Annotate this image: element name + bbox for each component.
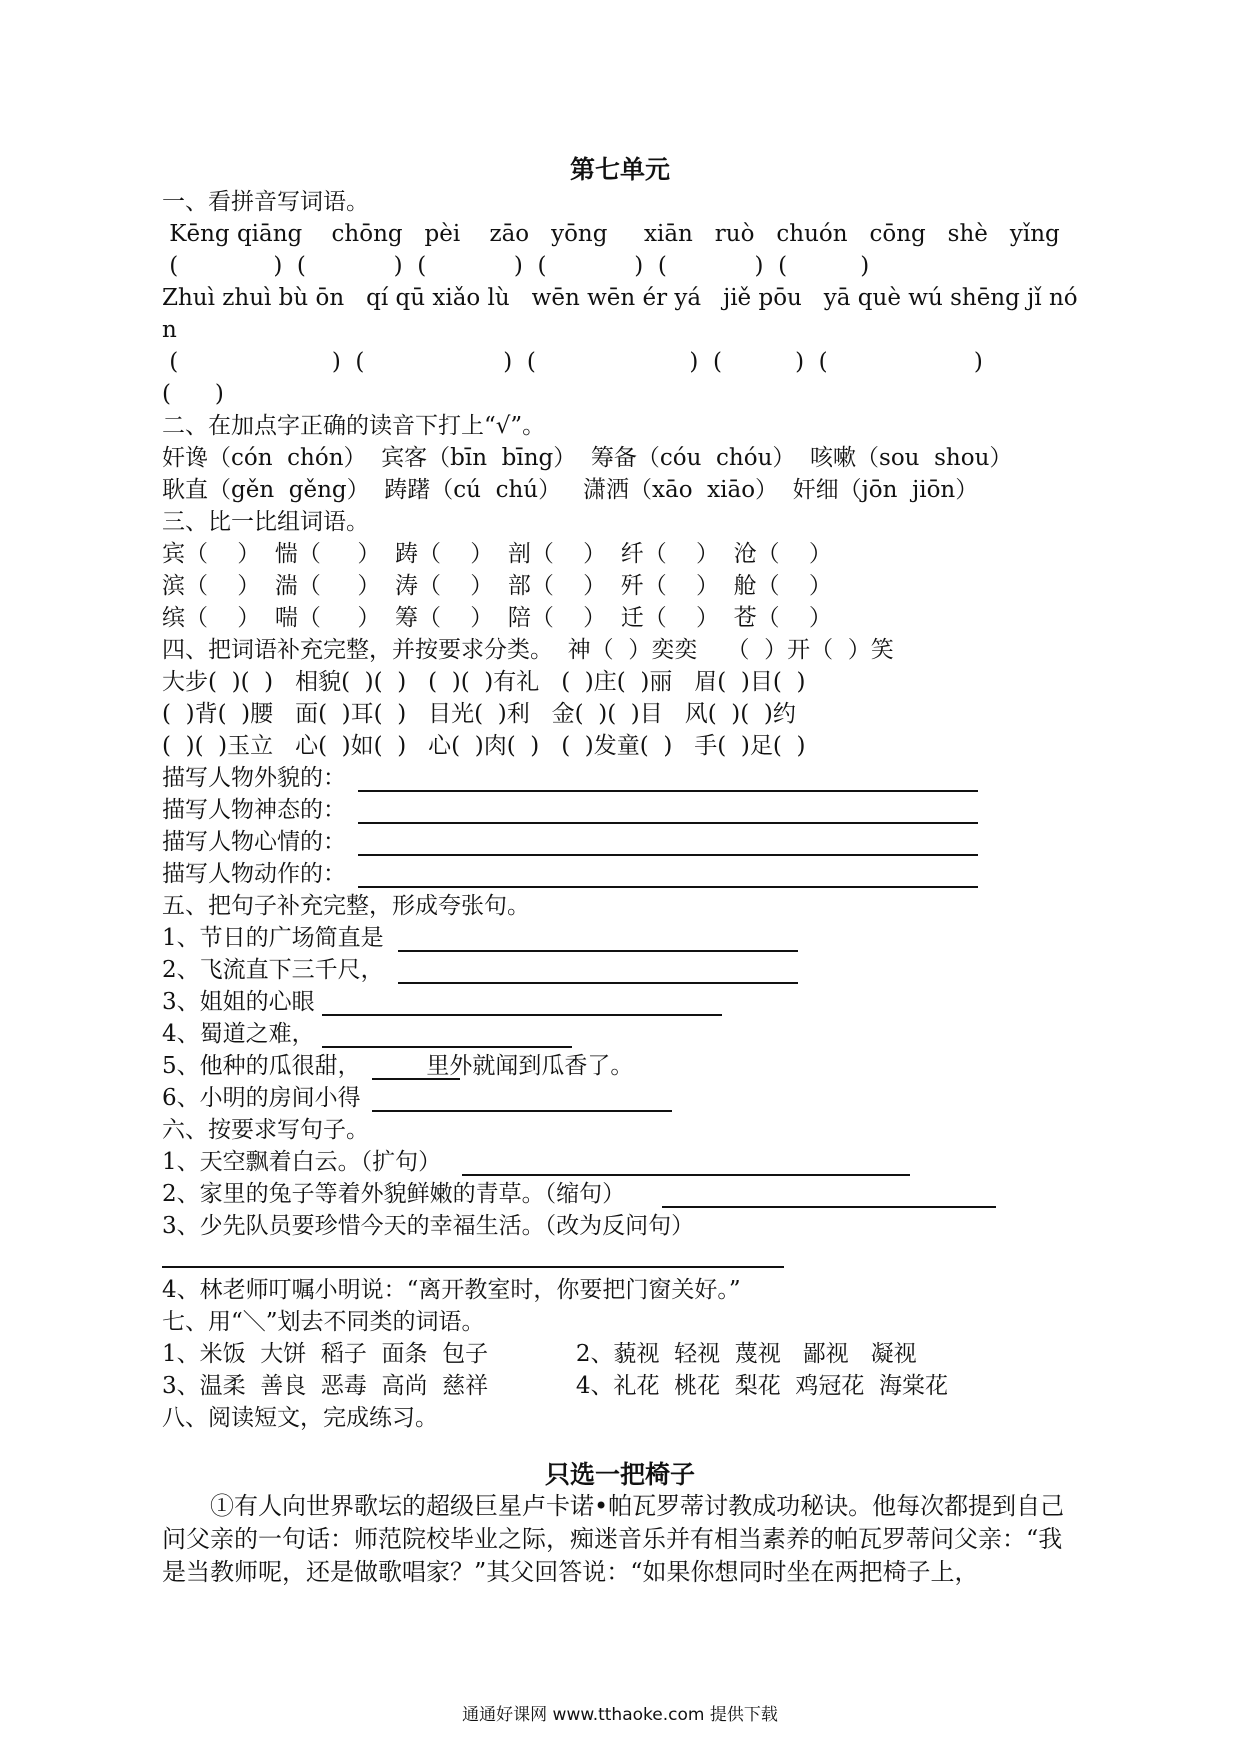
hyperbole-blank-4[interactable] (322, 1046, 572, 1048)
sentence-task-3: 3、少先队员要珍惜今天的幸福生活。（改为反问句） (162, 1213, 695, 1239)
hyperbole-blank-6[interactable] (372, 1110, 672, 1112)
section-6-heading: 六、按要求写句子。 (162, 1117, 369, 1143)
category-mood-blank[interactable] (358, 854, 978, 856)
category-expression-blank[interactable] (358, 822, 978, 824)
idiom-row-2: ( )背( )腰 面( )耳( ) 目光( )利 金( )( )目 风( )( )约 (162, 701, 796, 727)
page-title: 第七单元 (569, 155, 670, 184)
hyperbole-item-4: 4、蜀道之难， (162, 1021, 315, 1047)
idiom-row-1: 大步( )( ) 相貌( )( ) ( )( )有礼 ( )庄( )丽 眉( )目( ) (162, 669, 806, 695)
category-appearance-blank[interactable] (358, 790, 978, 792)
pinyin-row-1: Kēng qiāng chōng pèi zāo yōng xiān ruò chuón cōng shè yǐng (162, 221, 1060, 247)
sentence-task-4: 4、林老师叮嘱小明说：“离开教室时，你要把门窗关好。” (162, 1277, 741, 1303)
sentence-blank-3[interactable] (162, 1266, 784, 1268)
idiom-row-3: ( )( )玉立 心( )如( ) 心( )肉( ) ( )发童( ) 手( )足( ) (162, 733, 806, 759)
answer-brackets-row-2: ( ) ( ) ( ) ( ) ( ) (162, 349, 983, 375)
pinyin-row-2: Zhuì zhuì bù ōn qí qū xiǎo lù wēn wēn ér yá jiě pōu yā què wú shēng jǐ nó (162, 285, 1078, 311)
category-mood-label: 描写人物心情的： (162, 829, 346, 855)
hyperbole-blank-3[interactable] (322, 1014, 722, 1016)
section-2-heading: 二、在加点字正确的读音下打上“√”。 (162, 413, 546, 439)
odd-one-out-row-1: 1、米饭 大饼 稻子 面条 包子 2、藐视 轻视 蔑视 鄙视 凝视 (162, 1341, 917, 1367)
pronunciation-row-2: 耿直（gěn gěng） 踌躇（cú chú） 潇洒（xāo xiāo） 奸细（jōn jiōn） (162, 477, 979, 503)
hyperbole-item-2: 2、飞流直下三千尺， (162, 957, 384, 983)
compare-row-3: 缤（ ） 喘（ ） 筹（ ） 陪（ ） 迁（ ） 苍（ ） (162, 605, 832, 631)
answer-brackets-row-1: ( ) ( ) ( ) ( ) ( ) ( ) (162, 253, 870, 279)
pronunciation-row-1: 奸谗（cón chón） 宾客（bīn bīng） 筹备（cóu chóu） 咳嗽（sou shou） (162, 445, 1013, 471)
section-1-heading: 一、看拼音写词语。 (162, 189, 369, 215)
sentence-task-1: 1、天空飘着白云。（扩句） (162, 1149, 442, 1175)
odd-one-out-row-2: 3、温柔 善良 恶毒 高尚 慈祥 4、礼花 桃花 梨花 鸡冠花 海棠花 (162, 1373, 948, 1399)
hyperbole-blank-2[interactable] (398, 982, 798, 984)
section-7-heading: 七、用“＼”划去不同类的词语。 (162, 1309, 485, 1335)
sentence-blank-2[interactable] (662, 1206, 996, 1208)
section-8-heading: 八、阅读短文，完成练习。 (162, 1405, 438, 1431)
hyperbole-item-3: 3、姐姐的心眼 (162, 989, 315, 1015)
pinyin-row-2-wrap: n (162, 317, 177, 343)
compare-row-2: 滨（ ） 湍（ ） 涛（ ） 部（ ） 歼（ ） 舱（ ） (162, 573, 832, 599)
hyperbole-item-5: 5、他种的瓜很甜， 里外就闻到瓜香了。 (162, 1053, 634, 1079)
hyperbole-blank-5[interactable] (372, 1078, 460, 1080)
hyperbole-item-6: 6、小明的房间小得 (162, 1085, 361, 1111)
category-action-blank[interactable] (358, 886, 978, 888)
footer-credit: 通通好课网 www.tthaoke.com 提供下载 (462, 1705, 778, 1725)
hyperbole-item-1: 1、节日的广场简直是 (162, 925, 384, 951)
section-5-heading: 五、把句子补充完整，形成夸张句。 (162, 893, 530, 919)
hyperbole-blank-1[interactable] (398, 950, 798, 952)
section-3-heading: 三、比一比组词语。 (162, 509, 369, 535)
sentence-blank-1[interactable] (462, 1174, 910, 1176)
story-title: 只选一把椅子 (544, 1460, 695, 1489)
compare-row-1: 宾（ ） 惴（ ） 踌（ ） 剖（ ） 纤（ ） 沧（ ） (162, 541, 832, 567)
section-4-heading: 四、把词语补充完整，并按要求分类。 神（ ）奕奕 （ ）开（ ）笑 (162, 637, 894, 663)
category-expression-label: 描写人物神态的： (162, 797, 346, 823)
category-action-label: 描写人物动作的： (162, 861, 346, 887)
category-appearance-label: 描写人物外貌的： (162, 765, 346, 791)
story-paragraph: ①有人向世界歌坛的超级巨星卢卡诺•帕瓦罗蒂讨教成功秘诀。他每次都提到自己问父亲的一句话：师范院校毕业之际，痴迷音乐并有相当素养的帕瓦罗蒂问父亲：“我是当教师呢，还是做歌唱家？”其父回答说：“如果你想同时坐在两把椅子上， (162, 1492, 1065, 1586)
sentence-task-2: 2、家里的兔子等着外貌鲜嫩的青草。（缩句） (162, 1181, 626, 1207)
answer-brackets-row-3: ( ) (162, 381, 224, 407)
